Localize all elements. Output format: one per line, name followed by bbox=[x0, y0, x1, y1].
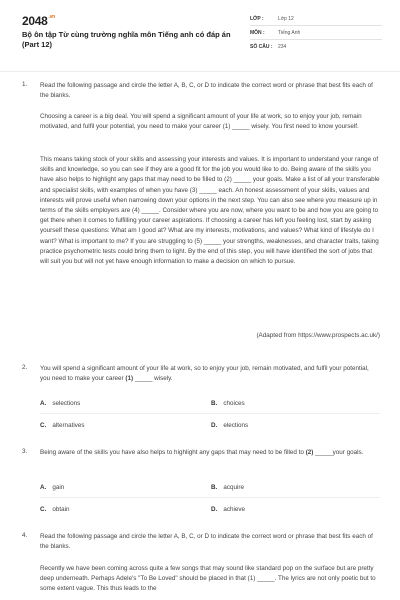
meta-label: SỐ CÂU : bbox=[250, 44, 273, 50]
option-letter: D. bbox=[211, 422, 218, 429]
passage-paragraph: This means taking stock of your skills and assessing your interests and values. It is important to understand your range of skills and knowledge, so you can see if they are a good fit for the job you would like to do. Being aware of the skills you have also helps to highlight any gaps that may need to be filled to (2) _____ your goals. Make a list of all your transferable and specialist skills, with examples of when you have (3) _____ each. An honest assessment of your skills, values and interests will prove useful when narrowing down your options in the next step. You can also see where you measure up in terms of the skills employers are (4) _____. Consider where you are now, where you want to be and how you are going to get there when it comes to fulfilling your career aspirations. If choosing a career has left you feeling lost, start by asking yourself these questions: What am I good at? What are my interests, motivations, and values? What kind of lifestyle do I want? What is important to me? If you are struggling to (5) _____ your strengths, weaknesses, and character traits, taking practice psychometric tests could bring them to light. By the end of this step, you will have identified the sort of jobs that will suit you but will not yet have enough information to make a decision on which to pursue. bbox=[40, 156, 380, 266]
option-text: elections bbox=[223, 422, 249, 429]
option-a[interactable] bbox=[40, 484, 64, 491]
header-divider bbox=[0, 71, 400, 72]
logo-text: 2048 bbox=[22, 14, 48, 28]
question-text-part: _____your goals. bbox=[313, 449, 364, 456]
option-letter: A. bbox=[40, 484, 47, 491]
meta-row-subject bbox=[250, 26, 382, 40]
passage-paragraph: Recently we have been coming across quite a few songs that may sound like standard pop on the surface but are pretty deep underneath. Perhaps Adele's "To Be Loved" should be placed in that (1) _____. The lyrics are not only poetic but to some extent vague. This thus leads to the bbox=[40, 565, 376, 593]
meta-row-count bbox=[250, 40, 382, 54]
question-number: 4. bbox=[22, 532, 28, 539]
page-header bbox=[22, 12, 382, 64]
logo-suffix: .vn bbox=[48, 14, 55, 20]
option-text: selections bbox=[52, 400, 81, 407]
passage-paragraph: Choosing a career is a big deal. You will spend a significant amount of your life at work, so to enjoy your job, remain motivated, and fulfil your potential, you need to make your career (1) _____ wisely. You first need to know yourself. bbox=[40, 113, 362, 131]
option-letter: D. bbox=[211, 506, 218, 513]
question-text-part: _____ wisely. bbox=[133, 375, 173, 383]
meta-table bbox=[250, 12, 382, 54]
site-logo[interactable] bbox=[22, 14, 55, 28]
meta-row-class bbox=[250, 12, 382, 26]
option-text: gain bbox=[52, 484, 65, 491]
option-letter: A. bbox=[40, 400, 47, 407]
blank-number: (1) bbox=[125, 375, 134, 383]
option-divider bbox=[40, 497, 380, 498]
passage-source: (Adapted from https://www.prospects.ac.uk/) bbox=[256, 332, 380, 339]
question-text-part: You will spend a significant amount of your life at work, so to enjoy your job, remain motivated, and fulfil your potential, you need to make your career bbox=[40, 365, 369, 383]
option-text: choices bbox=[223, 400, 245, 407]
question-text bbox=[40, 364, 380, 384]
option-text: acquire bbox=[223, 484, 244, 491]
blank-number: (2) bbox=[305, 449, 314, 456]
meta-label: MÔN : bbox=[250, 29, 265, 36]
option-letter: B. bbox=[211, 484, 218, 491]
option-b[interactable] bbox=[211, 484, 244, 491]
question-number: 1. bbox=[22, 81, 28, 88]
option-c[interactable] bbox=[40, 506, 69, 513]
question-text-part: Being aware of the skills you have also helps to highlight any gaps that may need to be filled to bbox=[40, 449, 306, 456]
question-instruction: Read the following passage and circle the letter A, B, C, or D to indicate the correct word or phrase that best fits each of the blanks. bbox=[40, 82, 373, 100]
meta-value: Lớp 12 bbox=[278, 15, 294, 22]
option-text: achieve bbox=[223, 506, 246, 513]
option-c[interactable] bbox=[40, 422, 85, 429]
question-instruction: Read the following passage and circle the letter A, B, C, or D to indicate the correct word or phrase that best fits each of the blanks. bbox=[40, 533, 373, 551]
meta-value: Tiếng Anh bbox=[278, 29, 301, 36]
meta-label: LỚP : bbox=[250, 15, 264, 22]
option-letter: C. bbox=[40, 506, 47, 513]
option-letter: C. bbox=[40, 422, 47, 429]
option-d[interactable] bbox=[211, 506, 245, 513]
question-number: 2. bbox=[22, 364, 28, 371]
option-a[interactable] bbox=[40, 400, 80, 407]
option-letter: B. bbox=[211, 400, 218, 407]
question-number: 3. bbox=[22, 448, 28, 455]
option-text: alternatives bbox=[52, 422, 85, 429]
question-text bbox=[40, 448, 380, 458]
meta-value: 234 bbox=[278, 44, 287, 50]
document-title: Bộ ôn tập Từ cùng trường nghĩa môn Tiếng anh có đáp án (Part 12) bbox=[22, 30, 231, 49]
option-text: obtain bbox=[52, 506, 70, 513]
option-b[interactable] bbox=[211, 400, 245, 407]
option-d[interactable] bbox=[211, 422, 248, 429]
option-divider bbox=[40, 413, 380, 414]
